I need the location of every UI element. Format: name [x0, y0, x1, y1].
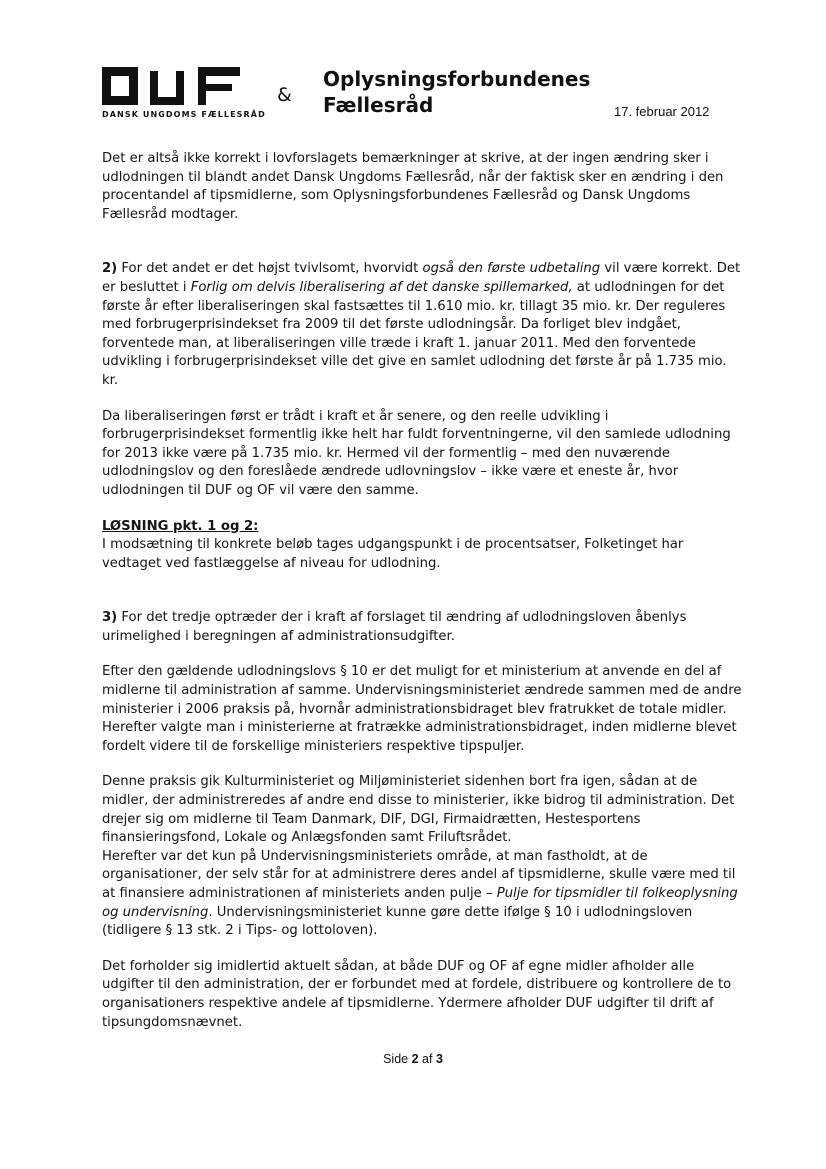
page-total: 3 [435, 1052, 443, 1066]
paragraph-5: Efter den gældende udlodningslovs § 10 er det muligt for et ministerium at anvende en del af midlerne til administration af samme. Undervisningsministeriet ændrede sammen med de andre ministerier i 2006 praksis på, hvornår administrationsbidraget blev fratrukket de totale midler. Herefter valgte man i ministerierne at fratrække administrationsbidraget, inden midlerne blevet fordelt videre til de forskellige ministeriers respektive tipspuljer. [102, 664, 742, 754]
logo-subtitle: DANSK UNGDOMS FÆLLESRÅD [102, 110, 266, 119]
duf-logo-mark [102, 67, 252, 107]
point-number-2: 2) [102, 261, 118, 277]
org-name-line1: Oplysningsforbundenes [323, 67, 591, 91]
document-date: 17. februar 2012 [614, 104, 710, 119]
paragraph-7: Det forholder sig imidlertid aktuelt sådan, at både DUF og OF af egne midler afholder alle udgifter til den administration, der er forbundet med at fordele, distribuere og kontrollere de to organisationers respektive andele af tipsmidlerne. Ydermere afholder DUF udgifter til drift af tipsungdomsnævnet. [102, 958, 732, 1030]
paragraph-6a: Denne praksis gik Kulturministeriet og Miljøministeriet sidenhen bort fra igen, sådan at de midler, der administreredes af andre end disse to ministerier, ikke bidrog til administration. Det drejer sig om midlerne til Team Danmark, DIF, DGI, Firmaidrætten, Hestesportens finansieringsfond, Lokale og Anlægsfonden samt Friluftsrådet. [102, 774, 735, 846]
emphasis-text: også den første udbetaling [422, 261, 601, 277]
paragraph-3: Da liberaliseringen først er trådt i kraft et år senere, og den reelle udvikling i forbrugerprisindekset formentlig ikke helt har fuldt forventningerne, vil den samlede udlodning for 2013 ikke være på 1.735 mio. kr. Hermed vil der formentlig – med den nuværende udlodningslov og den foreslåede ændrede udlovningslov – ikke være et eneste år, hvor udlodningen til DUF og OF vil være den samme. [102, 408, 731, 498]
duf-logo [102, 67, 266, 123]
page-number: 2 [411, 1052, 419, 1066]
paragraph-6b: Herefter var det kun på Undervisningsministeriets område, at man fastholdt, at de organisationer, der selv står for at administrere deres andel af tipsmidlerne, skulle være med til at finansiere administrationen af ministeriets anden pulje – Pulje for tipsmidler til folkeoplysning og undervisning. Undervisningsministeriet kunne gøre dette ifølge § 10 i udlodningsloven (tidligere § 13 stk. 2 i Tips- og lottoloven). [102, 848, 738, 939]
ampersand: & [277, 84, 292, 106]
paragraph-4: 3) For det tredje optræder der i kraft af forslaget til ændring af udlodningsloven åbenlys urimelighed i beregningen af administrationsudgifter. [102, 610, 687, 644]
page-header [0, 0, 826, 130]
page-footer [0, 1052, 826, 1066]
solution-heading: LØSNING pkt. 1 og 2: [102, 518, 259, 534]
point-number-3: 3) [102, 610, 118, 626]
paragraph-1: Det er altså ikke korrekt i lovforslagets bemærkninger at skrive, at der ingen ændring sker i udlodningen til blandt andet Dansk Ungdoms Fællesråd, når der faktisk sker en ændring i den procentandel af tipsmidlerne, som Oplysningsforbundenes Fællesråd og Dansk Ungdoms Fællesråd modtager. [102, 151, 724, 222]
emphasis-text: Forlig om delvis liberalisering af det danske spillemarked, [190, 279, 573, 295]
page-label: Side [383, 1052, 409, 1066]
org-name-line2: Fællesråd [323, 93, 434, 117]
document-body [102, 150, 742, 1032]
org-name [323, 66, 590, 118]
solution-text: I modsætning til konkrete beløb tages udgangspunkt i de procentsatser, Folketinget har vedtaget ved fastlæggelse af niveau for udlodning. [102, 537, 684, 571]
emphasis-text: Pulje for tipsmidler til folkeoplysning og undervisning [102, 886, 738, 920]
page-of-label: af [422, 1052, 433, 1066]
paragraph-2: 2) For det andet er det højst tvivlsomt, hvorvidt også den første udbetaling vil være korrekt. Det er besluttet i Forlig om delvis liberalisering af det danske spillemarked, at udlodningen for det første år efter liberaliseringen skal fastsættes til 1.610 mio. kr. tillagt 35 mio. kr. Der reguleres med forbrugerprisindekset fra 2009 til det første udlodningsår. Da forliget blev indgået, forventede man, at liberaliseringen ville træde i kraft 1. januar 2011. Med den forventede udvikling i forbrugerprisindekset ville det give en samlet udlodning det første år på 1.735 mio. kr. [102, 261, 741, 388]
